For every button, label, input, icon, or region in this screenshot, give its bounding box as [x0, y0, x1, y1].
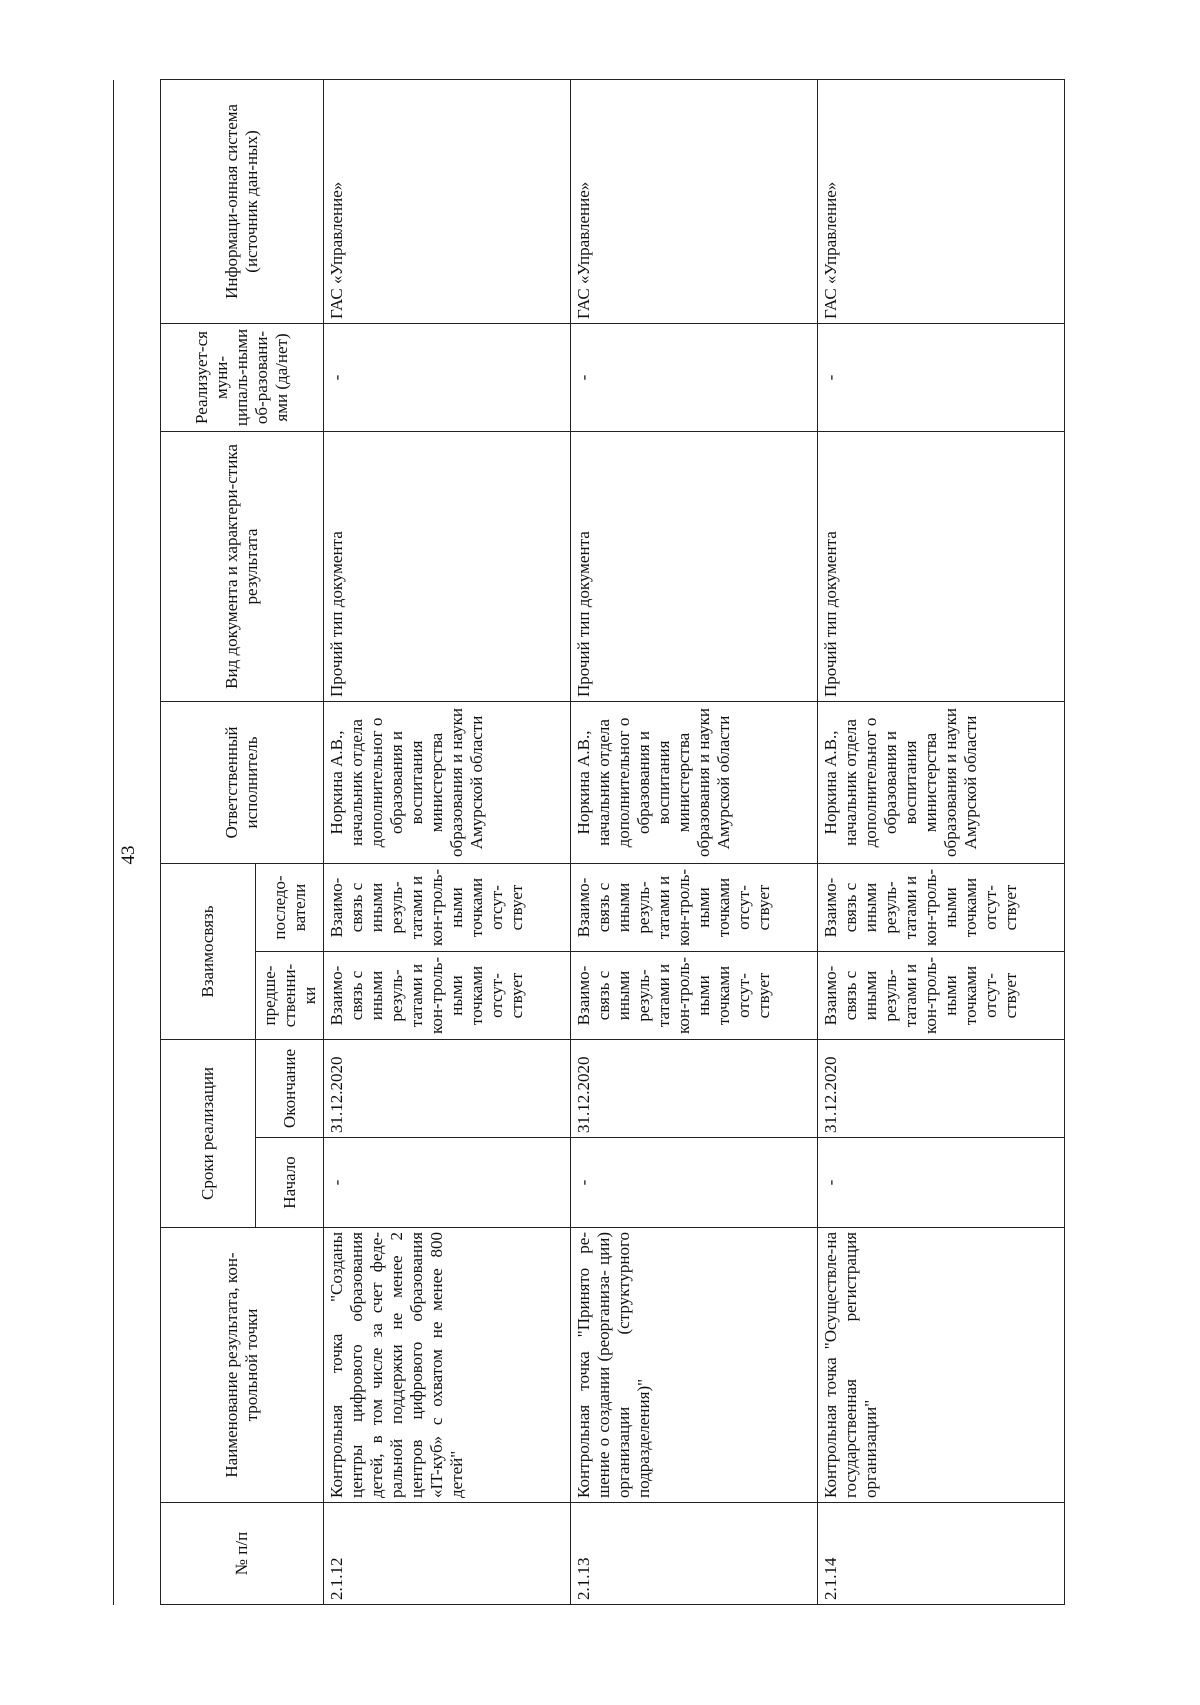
- header-num: № п/п: [161, 1503, 324, 1605]
- cell-responsible: Норкина А.В., начальник отдела дополнительног о образования и воспитания министерства образования и науки Амурской области: [818, 701, 1065, 863]
- cell-end: 31.12.2020: [324, 1040, 571, 1138]
- header-start: Начало: [256, 1138, 324, 1228]
- cell-num: 2.1.13: [571, 1503, 818, 1605]
- cell-start: -: [324, 1138, 571, 1228]
- cell-predecessors: Взаимо-связь с иными резуль-татами и кон-троль-ными точками отсут-ствует: [324, 952, 571, 1040]
- cell-info-system: ГАС «Управление»: [571, 79, 818, 323]
- cell-num: 2.1.14: [818, 1503, 1065, 1605]
- control-points-table: [160, 79, 1065, 1605]
- cell-name: Контрольная точка "Принято ре-шение о создании (реорганиза- ции) организации (структурного подразделения)": [571, 1228, 818, 1503]
- header-document: Вид документа и характери-стика результата: [161, 431, 324, 701]
- cell-successors: Взаимо-связь с иными резуль-татами и кон-троль-ными точками отсут-ствует: [571, 863, 818, 951]
- cell-name: Контрольная точка "Осуществле-на государственная регистрация организации": [818, 1228, 1065, 1503]
- cell-document: Прочий тип документа: [818, 431, 1065, 701]
- cell-successors: Взаимо-связь с иными резуль-татами и кон-троль-ными точками отсут-ствует: [324, 863, 571, 951]
- cell-document: Прочий тип документа: [571, 431, 818, 701]
- table-row: [571, 79, 818, 1604]
- cell-end: 31.12.2020: [571, 1040, 818, 1138]
- cell-municipal: -: [324, 323, 571, 431]
- header-municipal: Реализует-ся муни-ципаль-ными об-разовани-ями (да/нет): [161, 323, 324, 431]
- top-margin-line: [113, 80, 114, 1605]
- cell-predecessors: Взаимо-связь с иными резуль-татами и кон-троль-ными точками отсут-ствует: [571, 952, 818, 1040]
- header-end: Окончание: [256, 1040, 324, 1138]
- header-info-system: Информаци-онная система (источник дан-ных): [161, 79, 324, 323]
- cell-municipal: -: [571, 323, 818, 431]
- header-row-1: [161, 79, 256, 1604]
- cell-name: Контрольная точка "Созданы центры цифрового образования детей, в том числе за счет феде-ральной поддержки не менее 2 центров цифрового образования «IT-куб» с охватом не менее 800 детей": [324, 1228, 571, 1503]
- cell-info-system: ГАС «Управление»: [818, 79, 1065, 323]
- header-successors: последо-ватели: [256, 863, 324, 951]
- cell-responsible: Норкина А.В., начальник отдела дополнительног о образования и воспитания министерства образования и науки Амурской области: [324, 701, 571, 863]
- cell-info-system: ГАС «Управление»: [324, 79, 571, 323]
- cell-successors: Взаимо-связь с иными резуль-татами и кон-троль-ными точками отсут-ствует: [818, 863, 1065, 951]
- cell-predecessors: Взаимо-связь с иными резуль-татами и кон-троль-ными точками отсут-ствует: [818, 952, 1065, 1040]
- cell-start: -: [571, 1138, 818, 1228]
- cell-num: 2.1.12: [324, 1503, 571, 1605]
- page-number: 43: [118, 845, 139, 865]
- header-terms: Сроки реализации: [161, 1040, 256, 1228]
- cell-document: Прочий тип документа: [324, 431, 571, 701]
- header-name: Наименование результата, кон-трольной точки: [161, 1228, 324, 1503]
- cell-start: -: [818, 1138, 1065, 1228]
- table-row: [818, 79, 1065, 1604]
- table-row: [324, 79, 571, 1604]
- cell-municipal: -: [818, 323, 1065, 431]
- header-link: Взаимосвязь: [161, 863, 256, 1039]
- cell-responsible: Норкина А.В., начальник отдела дополнительног о образования и воспитания министерства образования и науки Амурской области: [571, 701, 818, 863]
- header-responsible: Ответственный исполнитель: [161, 701, 324, 863]
- header-predecessors: предше-ственни-ки: [256, 952, 324, 1040]
- cell-end: 31.12.2020: [818, 1040, 1065, 1138]
